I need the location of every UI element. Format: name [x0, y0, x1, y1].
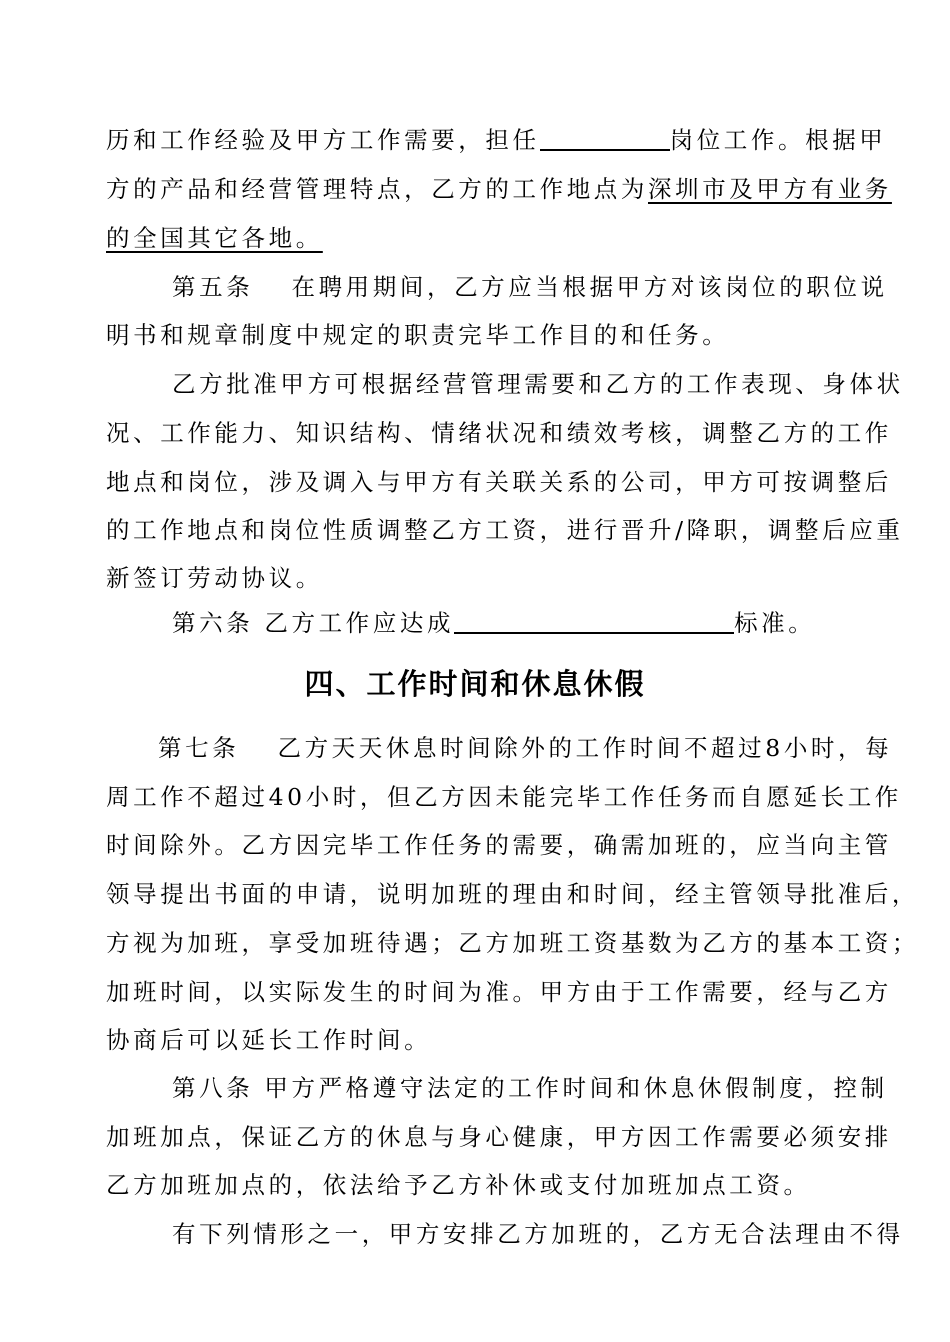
clause7-line-1: 第七条 乙方天天休息时间除外的工作时间不超过8小时，每 [158, 734, 893, 762]
work-location-underlined: 的全国其它各地。 [106, 224, 323, 252]
clause8-line-2: 加班加点，保证乙方的休息与身心健康，甲方因工作需要必须安排 [106, 1123, 892, 1151]
clause5-line-1: 第五条 在聘用期间，乙方应当根据甲方对该岗位的职位说 [172, 273, 888, 301]
text-segment: 方的产品和经营管理特点，乙方的工作地点为 [106, 175, 648, 203]
clause7-line-2: 周工作不超过40小时，但乙方因未能完毕工作任务而自愿延长工作 [106, 783, 902, 811]
clause7-line-3: 时间除外。乙方因完毕工作任务的需要，确需加班的，应当向主管 [106, 831, 892, 859]
text-segment: 岗位工作。根据甲 [669, 126, 887, 154]
text-segment: 第六条 乙方工作应达成 [172, 609, 455, 637]
clause8-line-3: 乙方加班加点的，依法给予乙方补休或支付加班加点工资。 [106, 1171, 811, 1199]
clause5-para2-line-2: 况、工作能力、知识结构、情绪状况和绩效考核，调整乙方的工作 [106, 419, 892, 447]
clause5-line-2: 明书和规章制度中规定的职责完毕工作目的和任务。 [106, 321, 730, 349]
standard-blank [454, 608, 734, 634]
work-location-underlined: 深圳市及甲方有业务 [648, 175, 892, 203]
clause7-line-7: 协商后可以延长工作时间。 [106, 1026, 432, 1054]
clause5-para2-line-1: 乙方批准甲方可根据经营管理需要和乙方的工作表现、身体状 [172, 370, 904, 398]
clause5-para2-line-5: 新签订劳动协议。 [106, 564, 323, 592]
text-segment: 历和工作经验及甲方工作需要，担任 [106, 126, 540, 154]
clause4-line-3 [106, 221, 876, 255]
clause5-para2-line-3: 地点和岗位，涉及调入与甲方有关联关系的公司，甲方可按调整后 [106, 468, 892, 496]
clause7-line-6: 加班时间，以实际发生的时间为准。甲方由于工作需要，经与乙方 [106, 978, 892, 1006]
clause7-line-4: 领导提出书面的申请，说明加班的理由和时间，经主管领导批准后， [106, 880, 919, 908]
clause8-line-1: 第八条 甲方严格遵守法定的工作时间和休息休假制度，控制 [172, 1074, 888, 1102]
clause5-para2-line-4: 的工作地点和岗位性质调整乙方工资，进行晋升/降职，调整后应重 [106, 516, 904, 544]
clause6-line [172, 606, 876, 640]
clause4-line-1 [106, 123, 887, 157]
clause8-para2-line-1: 有下列情形之一，甲方安排乙方加班的，乙方无合法理由不得 [172, 1220, 904, 1248]
position-blank [540, 125, 670, 151]
clause4-line-2 [106, 172, 892, 206]
section-heading: 四、工作时间和休息休假 [304, 667, 646, 701]
clause7-line-5: 方视为加班，享受加班待遇；乙方加班工资基数为乙方的基本工资； [106, 929, 919, 957]
text-segment: 标准。 [734, 609, 816, 637]
